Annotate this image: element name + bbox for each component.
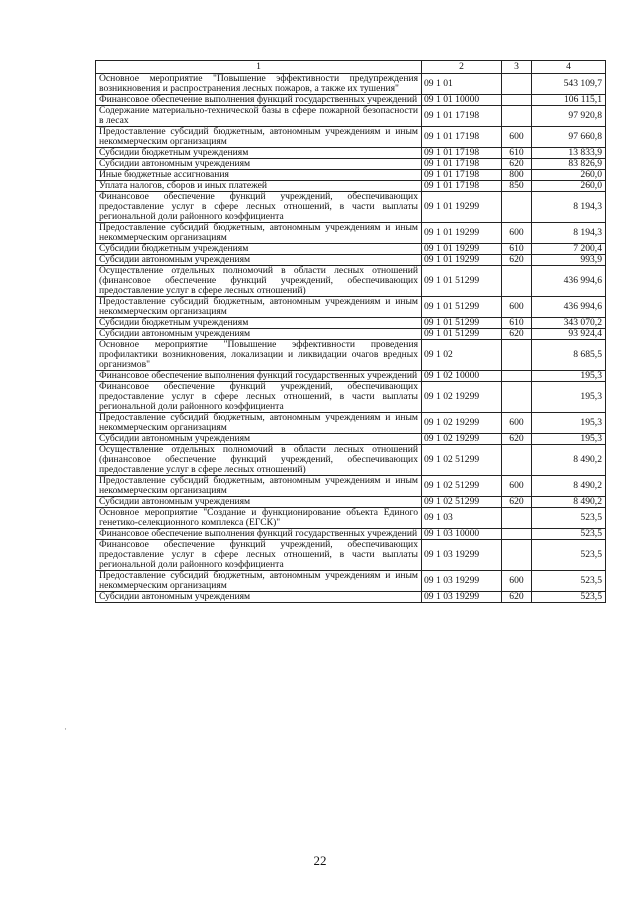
budget-table <box>95 60 606 603</box>
sum-cell: 8 685,5 <box>532 340 606 371</box>
name-cell: Субсидии автономным учреждениям <box>96 255 422 266</box>
vr-cell <box>502 95 532 106</box>
sum-cell: 543 109,7 <box>532 74 606 95</box>
vr-cell <box>502 192 532 223</box>
vr-cell <box>502 508 532 529</box>
name-cell: Содержание материально-технической базы в сфере пожарной безопасности в лесах <box>96 106 422 127</box>
vr-cell <box>502 106 532 127</box>
header-row <box>96 61 606 74</box>
page-number: 22 <box>313 853 327 868</box>
vr-cell: 600 <box>502 476 532 497</box>
sum-cell: 260,0 <box>532 170 606 181</box>
code-cell: 09 1 01 19299 <box>422 223 502 244</box>
table-row <box>96 592 606 603</box>
vr-cell: 600 <box>502 223 532 244</box>
code-cell: 09 1 01 19299 <box>422 255 502 266</box>
header-cell-vr: 3 <box>502 61 532 74</box>
code-cell: 09 1 01 51299 <box>422 297 502 318</box>
sum-cell: 343 070,2 <box>532 318 606 329</box>
name-cell: Основное мероприятие "Повышение эффективности проведения профилактики возникновения, локализации и ликвидации очагов вредных организмов" <box>96 340 422 371</box>
code-cell: 09 1 02 19299 <box>422 434 502 445</box>
name-cell: Субсидии автономным учреждениям <box>96 592 422 603</box>
vr-cell <box>502 266 532 297</box>
vr-cell: 610 <box>502 148 532 159</box>
name-cell: Субсидии бюджетным учреждениям <box>96 318 422 329</box>
sum-cell: 97 920,8 <box>532 106 606 127</box>
code-cell: 09 1 01 19299 <box>422 244 502 255</box>
sum-cell: 8 490,2 <box>532 445 606 476</box>
name-cell: Предоставление субсидий бюджетным, автономным учреждениям и иным некоммерческим организациям <box>96 297 422 318</box>
code-cell: 09 1 02 51299 <box>422 497 502 508</box>
table-row <box>96 413 606 434</box>
vr-cell <box>502 445 532 476</box>
sum-cell: 195,3 <box>532 371 606 382</box>
sum-cell: 8 490,2 <box>532 497 606 508</box>
table-row <box>96 127 606 148</box>
table-row <box>96 74 606 95</box>
name-cell: Финансовое обеспечение функций учреждений, обеспечивающих предоставление услуг в сфере лесных отношений, в части выплаты региональной доли районного коэффициента <box>96 192 422 223</box>
table-row <box>96 445 606 476</box>
name-cell: Предоставление субсидий бюджетным, автономным учреждениям и иным некоммерческим организациям <box>96 476 422 497</box>
name-cell: Финансовое обеспечение функций учреждений, обеспечивающих предоставление услуг в сфере лесных отношений, в части выплаты региональной доли районного коэффициента <box>96 382 422 413</box>
table-row <box>96 529 606 540</box>
sum-cell: 83 826,9 <box>532 159 606 170</box>
sum-cell: 8 194,3 <box>532 223 606 244</box>
code-cell: 09 1 01 51299 <box>422 329 502 340</box>
table-row <box>96 329 606 340</box>
table-row <box>96 540 606 571</box>
table-row <box>96 297 606 318</box>
table-row <box>96 244 606 255</box>
sum-cell: 195,3 <box>532 413 606 434</box>
table-row <box>96 508 606 529</box>
code-cell: 09 1 03 10000 <box>422 529 502 540</box>
code-cell: 09 1 01 10000 <box>422 95 502 106</box>
name-cell: Основное мероприятие "Повышение эффективности предупреждения возникновения и распространения лесных пожаров, а также их тушения" <box>96 74 422 95</box>
vr-cell <box>502 340 532 371</box>
vr-cell <box>502 382 532 413</box>
code-cell: 09 1 02 51299 <box>422 445 502 476</box>
name-cell: Финансовое обеспечение выполнения функций государственных учреждений <box>96 529 422 540</box>
table-row <box>96 223 606 244</box>
sum-cell: 523,5 <box>532 592 606 603</box>
margin-mark: · <box>64 724 67 734</box>
name-cell: Субсидии бюджетным учреждениям <box>96 244 422 255</box>
code-cell: 09 1 01 17198 <box>422 106 502 127</box>
sum-cell: 106 115,1 <box>532 95 606 106</box>
code-cell: 09 1 03 19299 <box>422 571 502 592</box>
sum-cell: 993,9 <box>532 255 606 266</box>
table-row <box>96 192 606 223</box>
sum-cell: 97 660,8 <box>532 127 606 148</box>
code-cell: 09 1 01 <box>422 74 502 95</box>
sum-cell: 523,5 <box>532 540 606 571</box>
code-cell: 09 1 02 10000 <box>422 371 502 382</box>
name-cell: Иные бюджетные ассигнования <box>96 170 422 181</box>
table-row <box>96 434 606 445</box>
code-cell: 09 1 03 <box>422 508 502 529</box>
code-cell: 09 1 01 51299 <box>422 266 502 297</box>
name-cell: Финансовое обеспечение функций учреждений, обеспечивающих предоставление услуг в сфере лесных отношений, в части выплаты региональной доли районного коэффициента <box>96 540 422 571</box>
table-row <box>96 170 606 181</box>
vr-cell: 620 <box>502 255 532 266</box>
sum-cell: 260,0 <box>532 181 606 192</box>
vr-cell <box>502 371 532 382</box>
sum-cell: 13 833,9 <box>532 148 606 159</box>
name-cell: Предоставление субсидий бюджетным, автономным учреждениям и иным некоммерческим организациям <box>96 571 422 592</box>
vr-cell <box>502 540 532 571</box>
name-cell: Предоставление субсидий бюджетным, автономным учреждениям и иным некоммерческим организациям <box>96 127 422 148</box>
name-cell: Основное мероприятие "Создание и функционирование объекта Единого генетико-селекционного комплекса (ЕГСК)" <box>96 508 422 529</box>
sum-cell: 8 194,3 <box>532 192 606 223</box>
name-cell: Субсидии автономным учреждениям <box>96 434 422 445</box>
vr-cell <box>502 529 532 540</box>
vr-cell <box>502 74 532 95</box>
table-row <box>96 340 606 371</box>
table-row <box>96 371 606 382</box>
table-row <box>96 476 606 497</box>
sum-cell: 523,5 <box>532 529 606 540</box>
code-cell: 09 1 01 17198 <box>422 127 502 148</box>
table-row <box>96 266 606 297</box>
sum-cell: 436 994,6 <box>532 266 606 297</box>
sum-cell: 8 490,2 <box>532 476 606 497</box>
name-cell: Субсидии автономным учреждениям <box>96 329 422 340</box>
table-row <box>96 181 606 192</box>
vr-cell: 620 <box>502 329 532 340</box>
sum-cell: 7 200,4 <box>532 244 606 255</box>
table-row <box>96 106 606 127</box>
sum-cell: 523,5 <box>532 571 606 592</box>
header-cell-name: 1 <box>96 61 422 74</box>
code-cell: 09 1 02 51299 <box>422 476 502 497</box>
code-cell: 09 1 01 17198 <box>422 181 502 192</box>
sum-cell: 195,3 <box>532 382 606 413</box>
vr-cell: 600 <box>502 127 532 148</box>
sum-cell: 436 994,6 <box>532 297 606 318</box>
sum-cell: 195,3 <box>532 434 606 445</box>
name-cell: Субсидии бюджетным учреждениям <box>96 148 422 159</box>
table-row <box>96 571 606 592</box>
code-cell: 09 1 01 17198 <box>422 148 502 159</box>
name-cell: Финансовое обеспечение выполнения функций государственных учреждений <box>96 95 422 106</box>
code-cell: 09 1 03 19299 <box>422 592 502 603</box>
vr-cell: 610 <box>502 244 532 255</box>
name-cell: Уплата налогов, сборов и иных платежей <box>96 181 422 192</box>
sum-cell: 93 924,4 <box>532 329 606 340</box>
header-cell-code: 2 <box>422 61 502 74</box>
name-cell: Осуществление отдельных полномочий в области лесных отношений (финансовое обеспечение функций учреждений, обеспечивающих предоставление услуг в сфере лесных отношений) <box>96 266 422 297</box>
code-cell: 09 1 01 17198 <box>422 159 502 170</box>
code-cell: 09 1 02 <box>422 340 502 371</box>
vr-cell: 610 <box>502 318 532 329</box>
name-cell: Финансовое обеспечение выполнения функций государственных учреждений <box>96 371 422 382</box>
table-row <box>96 318 606 329</box>
name-cell: Предоставление субсидий бюджетным, автономным учреждениям и иным некоммерческим организациям <box>96 413 422 434</box>
name-cell: Субсидии автономным учреждениям <box>96 159 422 170</box>
vr-cell: 600 <box>502 571 532 592</box>
code-cell: 09 1 01 51299 <box>422 318 502 329</box>
table-row <box>96 497 606 508</box>
vr-cell: 620 <box>502 159 532 170</box>
code-cell: 09 1 02 19299 <box>422 382 502 413</box>
vr-cell: 850 <box>502 181 532 192</box>
vr-cell: 620 <box>502 497 532 508</box>
vr-cell: 620 <box>502 434 532 445</box>
header-cell-sum: 4 <box>532 61 606 74</box>
name-cell: Предоставление субсидий бюджетным, автономным учреждениям и иным некоммерческим организациям <box>96 223 422 244</box>
table-row <box>96 159 606 170</box>
sum-cell: 523,5 <box>532 508 606 529</box>
vr-cell: 600 <box>502 297 532 318</box>
vr-cell: 800 <box>502 170 532 181</box>
name-cell: Субсидии автономным учреждениям <box>96 497 422 508</box>
table-row <box>96 95 606 106</box>
code-cell: 09 1 01 17198 <box>422 170 502 181</box>
table-row <box>96 148 606 159</box>
code-cell: 09 1 03 19299 <box>422 540 502 571</box>
table-row <box>96 382 606 413</box>
code-cell: 09 1 02 19299 <box>422 413 502 434</box>
name-cell: Осуществление отдельных полномочий в области лесных отношений (финансовое обеспечение функций учреждений, обеспечивающих предоставление услуг в сфере лесных отношений) <box>96 445 422 476</box>
vr-cell: 620 <box>502 592 532 603</box>
table-row <box>96 255 606 266</box>
code-cell: 09 1 01 19299 <box>422 192 502 223</box>
vr-cell: 600 <box>502 413 532 434</box>
